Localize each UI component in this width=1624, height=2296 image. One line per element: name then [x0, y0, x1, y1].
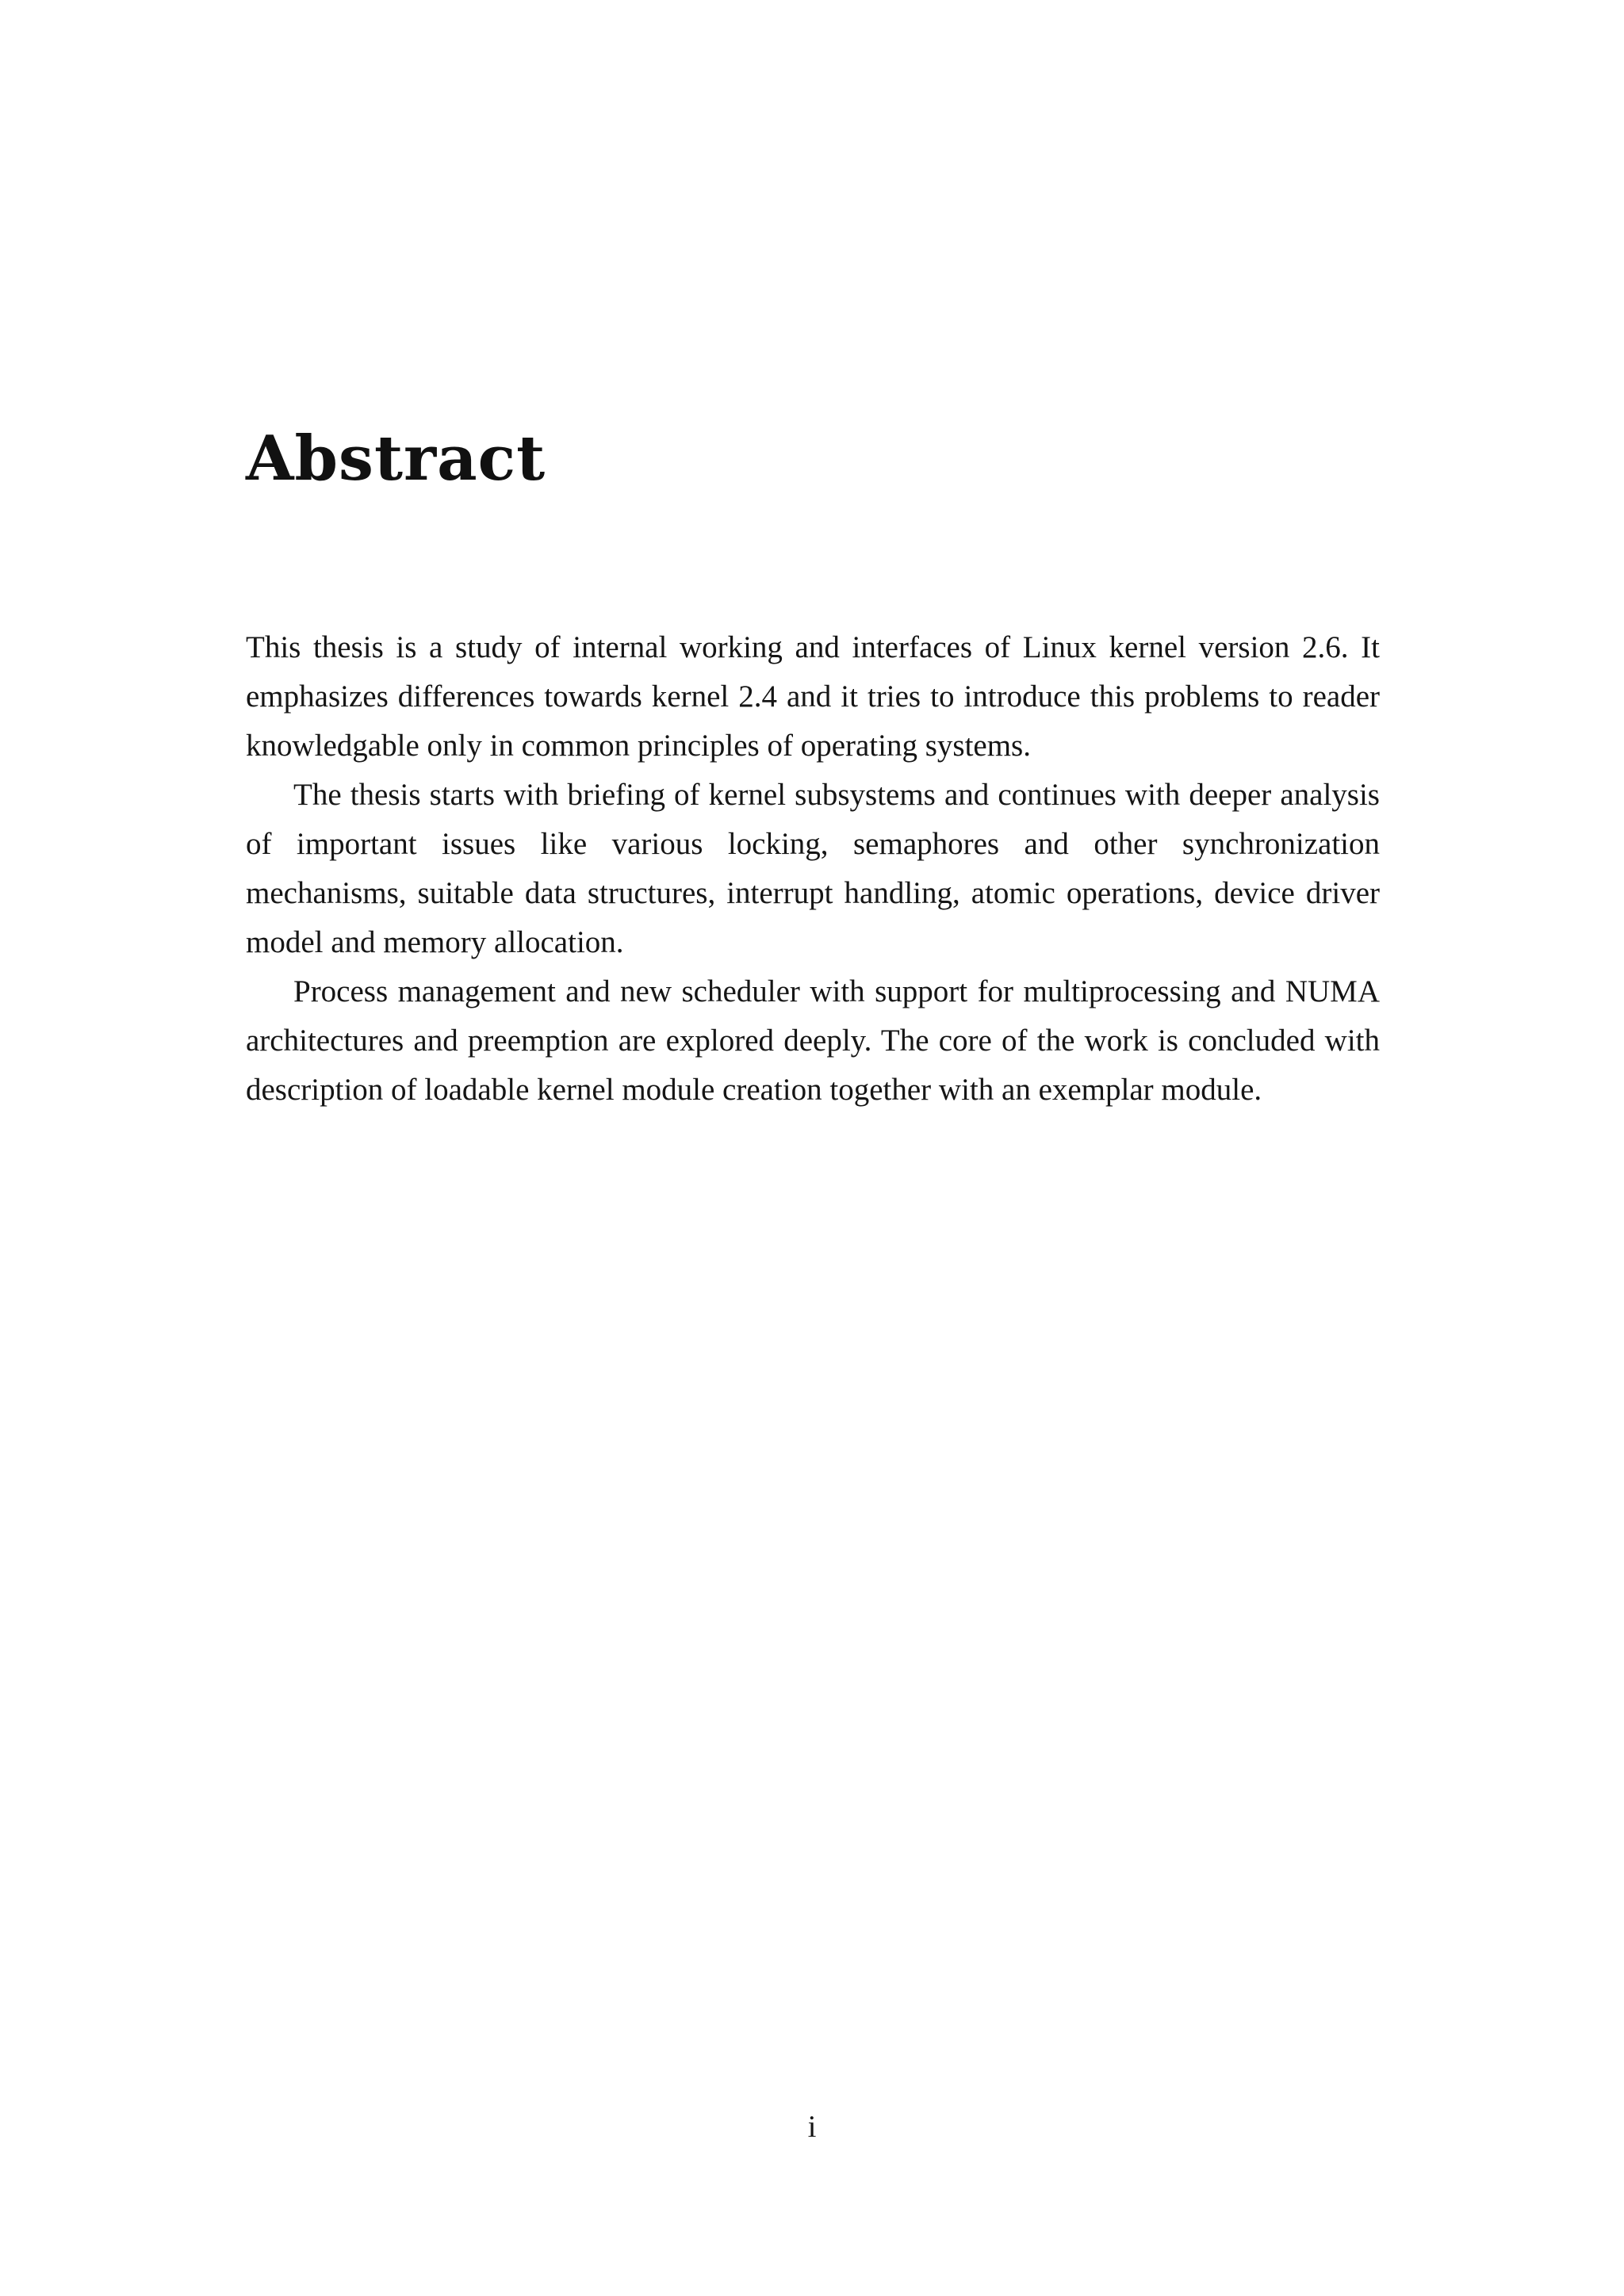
abstract-paragraph-1: This thesis is a study of internal working and interfaces of Linux kernel version 2.6. It emphasizes differences towards kernel 2.4 and it tries to introduce this problems to reader knowledgable only in common principles of operating systems.: [246, 630, 1380, 763]
page-title: Abstract: [246, 423, 546, 495]
abstract-paragraph-3: Process management and new scheduler with support for multiprocessing and NUMA architectures and preemption are explored deeply. The core of the work is concluded with description of loadable kernel module creation together with an exemplar module.: [246, 974, 1380, 1107]
abstract-paragraph-2: The thesis starts with briefing of kernel subsystems and continues with deeper analysis of important issues like various locking, semaphores and other synchronization mechanisms, suitable data structures, interrupt handling, atomic operations, device driver model and memory allocation.: [246, 778, 1380, 959]
abstract-body: [246, 623, 1380, 1115]
page-number: i: [807, 2110, 817, 2144]
